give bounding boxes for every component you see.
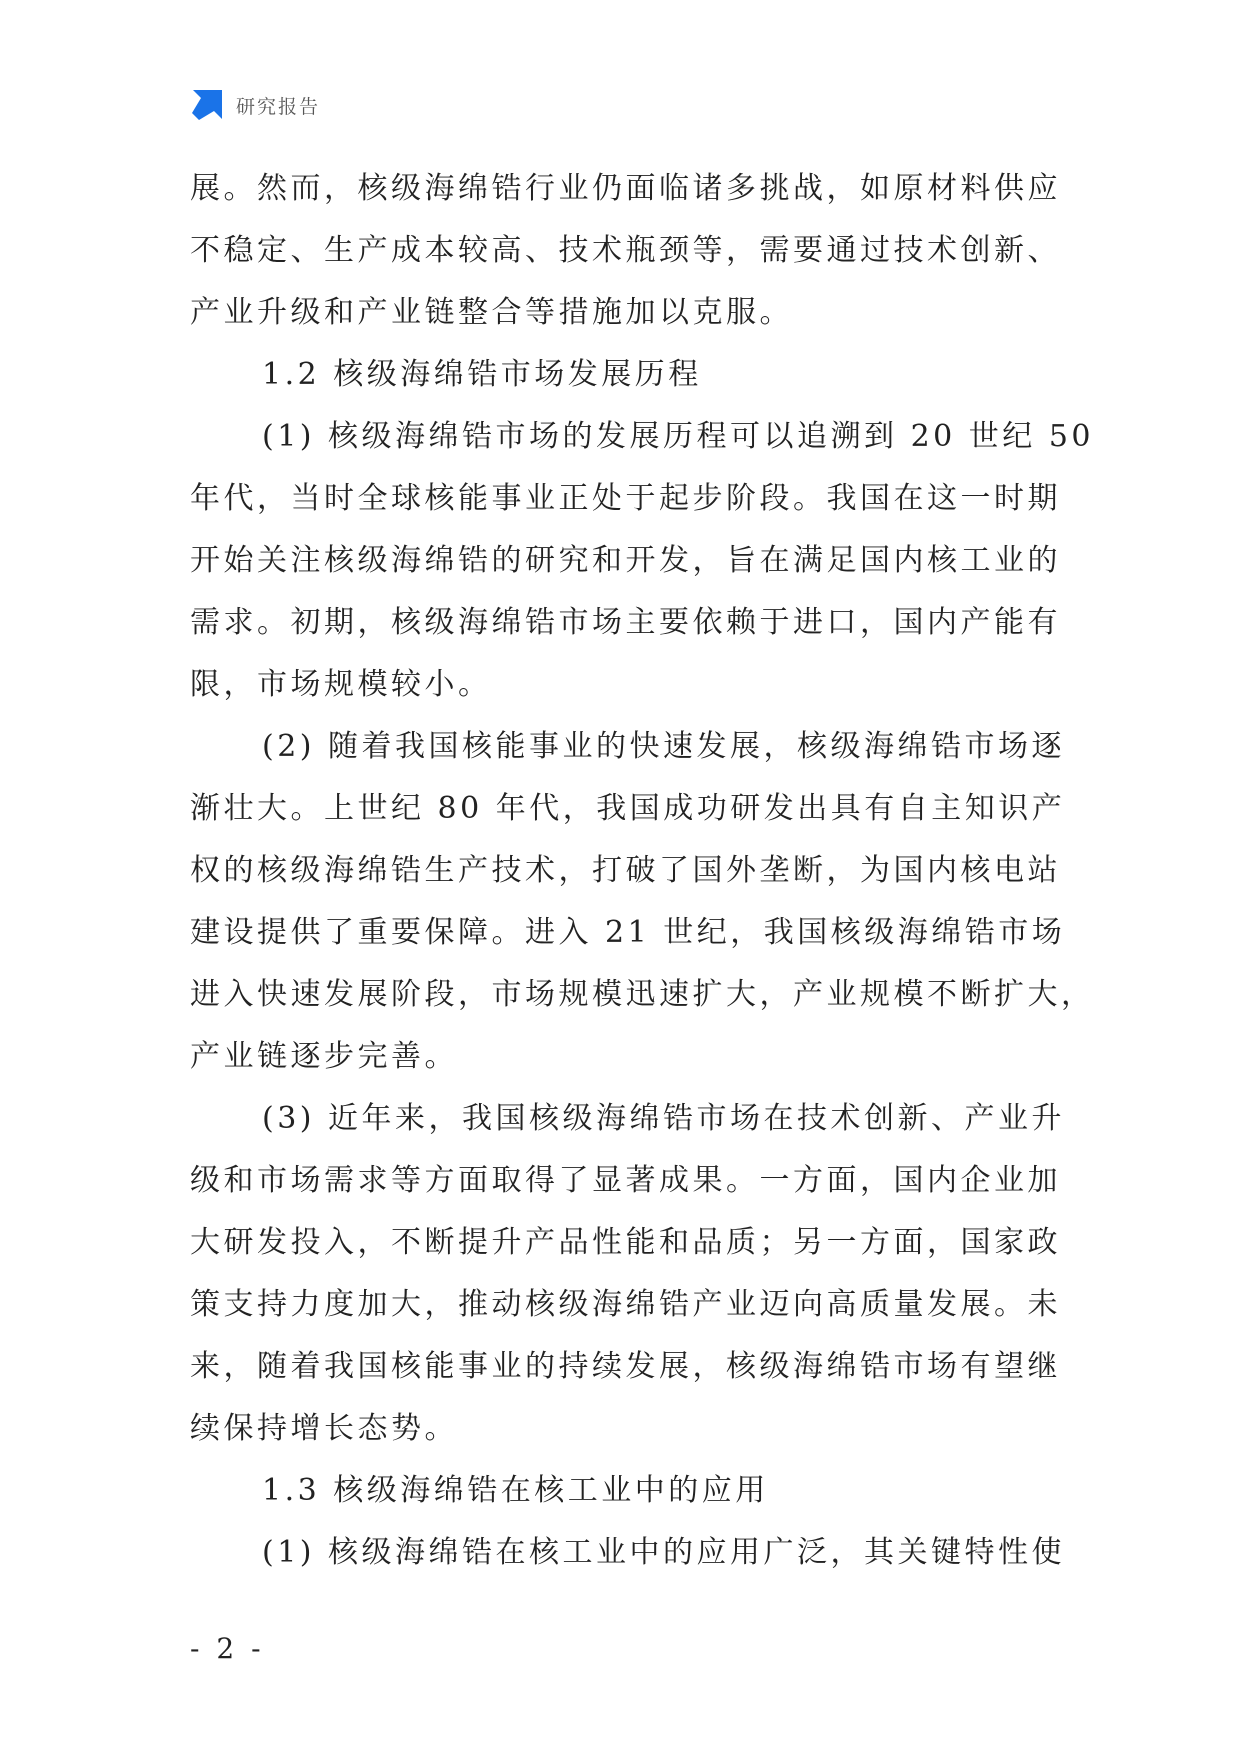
page-header (190, 90, 320, 120)
text-line: 策支持力度加大，推动核级海绵锆产业迈向高质量发展。未 (190, 1287, 1061, 1322)
text-line: 级和市场需求等方面取得了显著成果。一方面，国内企业加 (190, 1163, 1061, 1198)
text-line: 续保持增长态势。 (190, 1411, 458, 1446)
text-line: 权的核级海绵锆生产技术，打破了国外垄断，为国内核电站 (190, 853, 1061, 888)
paragraph-first-line: (2) 随着我国核能事业的快速发展，核级海绵锆市场逐 (262, 729, 1066, 764)
text-line: 需求。初期，核级海绵锆市场主要依赖于进口，国内产能有 (190, 605, 1061, 640)
text-line: 进入快速发展阶段，市场规模迅速扩大，产业规模不断扩大， (190, 977, 1095, 1012)
section-heading: 1.2 核级海绵锆市场发展历程 (262, 357, 702, 392)
paragraph-first-line: (1) 核级海绵锆在核工业中的应用广泛，其关键特性使 (262, 1535, 1066, 1570)
text-line: 产业链逐步完善。 (190, 1039, 458, 1074)
page-number: - 2 - (190, 1632, 265, 1665)
text-line: 建设提供了重要保障。进入 21 世纪，我国核级海绵锆市场 (190, 915, 1066, 950)
header-label: 研究报告 (236, 95, 321, 118)
text-line: 来，随着我国核能事业的持续发展，核级海绵锆市场有望继 (190, 1349, 1061, 1384)
text-line: 大研发投入，不断提升产品性能和品质；另一方面，国家政 (190, 1225, 1061, 1260)
arrow-up-right-icon (190, 88, 224, 122)
text-line: 展。然而，核级海绵锆行业仍面临诸多挑战，如原材料供应 (190, 171, 1061, 206)
paragraph-first-line: (1) 核级海绵锆市场的发展历程可以追溯到 20 世纪 50 (262, 419, 1094, 454)
text-line: 限，市场规模较小。 (190, 667, 492, 702)
section-heading: 1.3 核级海绵锆在核工业中的应用 (262, 1473, 769, 1508)
text-line: 年代，当时全球核能事业正处于起步阶段。我国在这一时期 (190, 481, 1061, 516)
paragraph-first-line: (3) 近年来，我国核级海绵锆市场在技术创新、产业升 (262, 1101, 1066, 1136)
text-line: 开始关注核级海绵锆的研究和开发，旨在满足国内核工业的 (190, 543, 1061, 578)
text-line: 产业升级和产业链整合等措施加以克服。 (190, 295, 793, 330)
text-line: 不稳定、生产成本较高、技术瓶颈等，需要通过技术创新、 (190, 233, 1061, 268)
text-line: 渐壮大。上世纪 80 年代，我国成功研发出具有自主知识产 (190, 791, 1066, 826)
document-body (190, 158, 1095, 1584)
